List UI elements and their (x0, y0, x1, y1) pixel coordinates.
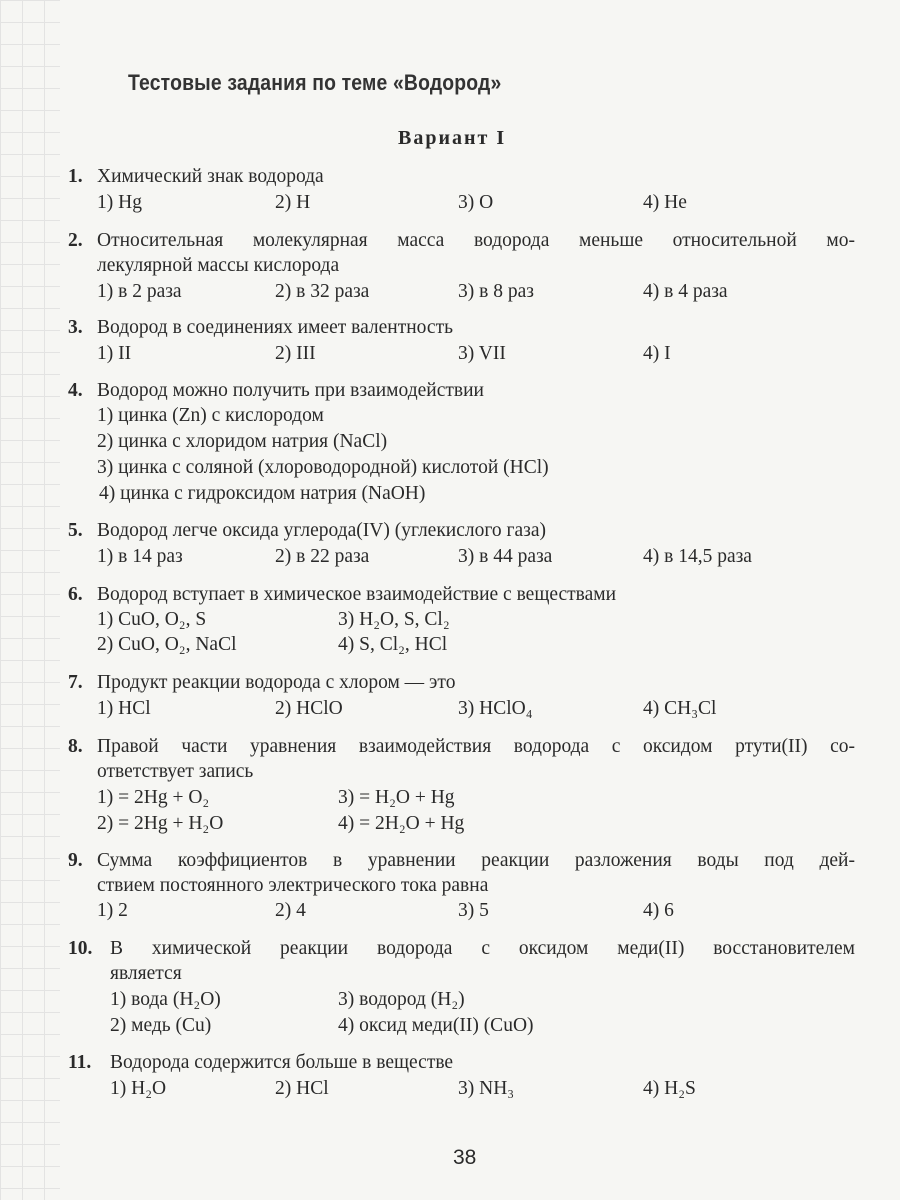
answer-option: 1) в 14 раз (97, 546, 183, 567)
question-number: 5. (68, 520, 83, 541)
question-text: Сумма коэффициентов в уравнении реакции разложения воды под дей- (97, 850, 855, 871)
answer-option: 2) HClO (275, 698, 343, 719)
page-number: 38 (453, 1146, 477, 1169)
answer-option: 2) цинка с хлоридом натрия (NaCl) (97, 431, 388, 452)
answer-option: 2) HCl (275, 1078, 329, 1099)
question-text: Правой части уравнения взаимодействия водорода с оксидом ртути(II) со- (97, 736, 855, 757)
variant-heading: Вариант I (398, 127, 507, 149)
answer-option: 1) CuO, O₂, S (97, 609, 207, 630)
question-number: 7. (68, 672, 83, 693)
question-text: Водород вступает в химическое взаимодействие с веществами (97, 584, 617, 605)
answer-option: 2) III (275, 343, 316, 364)
answer-option: 3) 5 (458, 900, 489, 921)
question-text: В химической реакции водорода с оксидом меди(II) восстановителем (110, 938, 855, 959)
answer-option: 2) медь (Cu) (110, 1015, 212, 1036)
question-text: Химический знак водорода (97, 166, 324, 187)
answer-option: 4) оксид меди(II) (CuO) (338, 1015, 534, 1036)
answer-option: 3) цинка с соляной (хлороводородной) кислотой (HCl) (97, 457, 549, 478)
answer-option: 4) 6 (643, 900, 674, 921)
answer-option: 1) в 2 раза (97, 281, 182, 302)
answer-option: 4) в 4 раза (643, 281, 728, 302)
answer-option: 4) I (643, 343, 671, 364)
answer-option: 2) H (275, 192, 311, 213)
question-text: лекулярной массы кислорода (97, 255, 340, 276)
question-text: Водорода содержится больше в веществе (110, 1052, 454, 1073)
answer-option: 2) в 22 раза (275, 546, 370, 567)
answer-option: 4) CH₃Cl (643, 698, 717, 719)
answer-option: 3) H₂O, S, Cl₂ (338, 609, 450, 630)
answer-option: 4) He (643, 192, 687, 213)
notebook-grid-margin (0, 0, 60, 1200)
question-number: 10. (68, 938, 93, 959)
answer-option: 4) в 14,5 раза (643, 546, 752, 567)
question-text: ствием постоянного электрического тока равна (97, 875, 489, 896)
answer-option: 3) водород (H₂) (338, 989, 465, 1010)
question-number: 1. (68, 166, 83, 187)
answer-option: 1) Hg (97, 192, 142, 213)
answer-option: 2) CuO, O₂, NaCl (97, 634, 237, 655)
question-text: Водород легче оксида углерода(IV) (углекислого газа) (97, 520, 547, 541)
answer-option: 3) в 44 раза (458, 546, 553, 567)
answer-option: 1) вода (H₂O) (110, 989, 221, 1010)
answer-option: 4) = 2H₂O + Hg (338, 813, 465, 834)
question-number: 3. (68, 317, 83, 338)
page-title: Тестовые задания по теме «Водород» (128, 70, 502, 95)
answer-option: 3) = H₂O + Hg (338, 787, 455, 808)
answer-option: 4) S, Cl₂, HCl (338, 634, 448, 655)
answer-option: 4) H₂S (643, 1078, 696, 1099)
answer-option: 2) в 32 раза (275, 281, 370, 302)
answer-option: 2) 4 (275, 900, 306, 921)
question-number: 4. (68, 380, 83, 401)
question-number: 2. (68, 230, 83, 251)
question-text: Водород в соединениях имеет валентность (97, 317, 453, 338)
answer-option: 2) = 2Hg + H₂O (97, 813, 224, 834)
question-number: 11. (68, 1052, 92, 1073)
answer-option: 1) HCl (97, 698, 151, 719)
answer-option: 1) 2 (97, 900, 128, 921)
answer-option: 1) = 2Hg + O₂ (97, 787, 210, 808)
question-text: является (110, 963, 182, 984)
question-text: Относительная молекулярная масса водорода меньше относительной мо- (97, 230, 855, 251)
question-text: ответствует запись (97, 761, 254, 782)
answer-option: 3) NH₃ (458, 1078, 515, 1099)
question-number: 9. (68, 850, 83, 871)
answer-option: 1) H₂O (110, 1078, 167, 1099)
answer-option: 3) HClO₄ (458, 698, 533, 719)
question-number: 8. (68, 736, 83, 757)
answer-option: 3) O (458, 192, 494, 213)
answer-option: 3) в 8 раз (458, 281, 534, 302)
answer-option: 1) II (97, 343, 132, 364)
answer-option: 4) цинка с гидроксидом натрия (NaOH) (99, 483, 426, 504)
answer-option: 1) цинка (Zn) с кислородом (97, 405, 324, 426)
answer-option: 3) VII (458, 343, 506, 364)
question-text: Водород можно получить при взаимодействии (97, 380, 484, 401)
question-number: 6. (68, 584, 83, 605)
question-text: Продукт реакции водорода с хлором — это (97, 672, 456, 693)
